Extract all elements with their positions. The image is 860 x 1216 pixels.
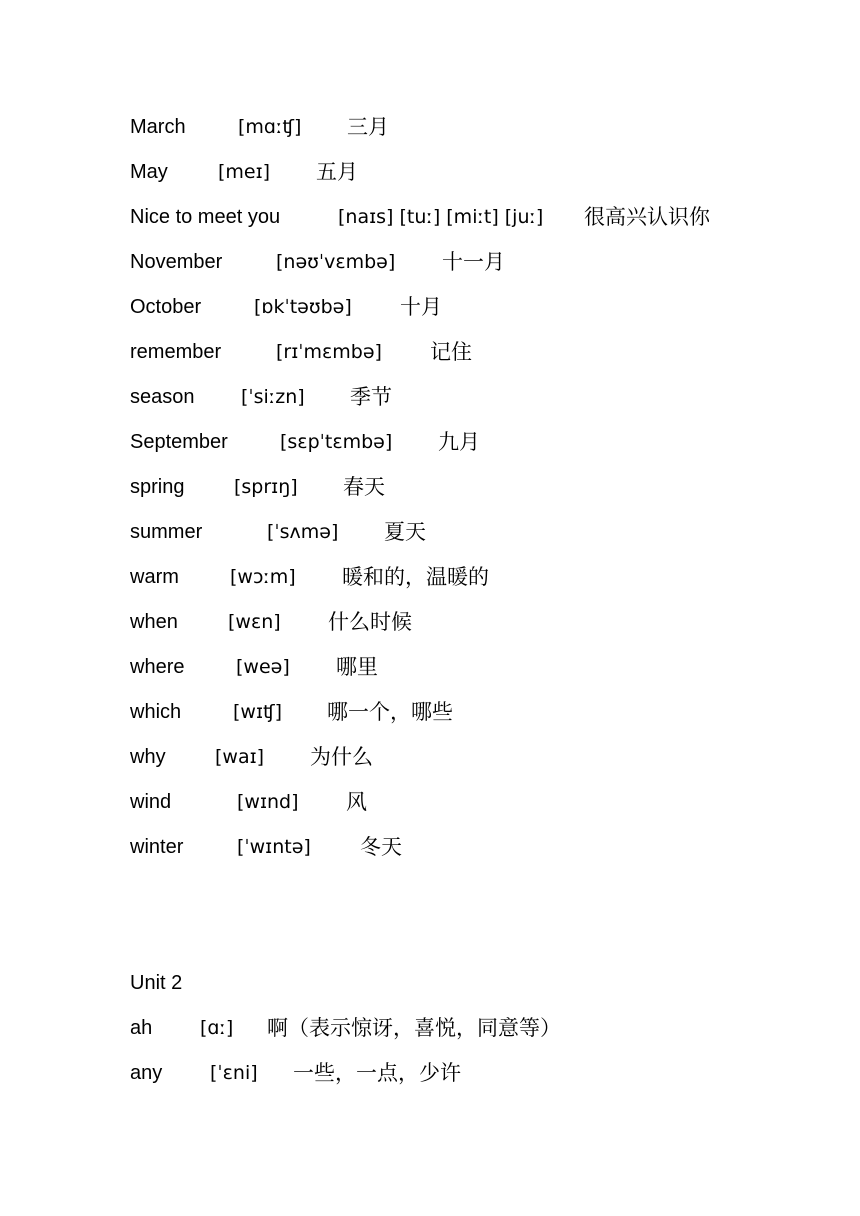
vocab-entry	[130, 157, 358, 187]
entry-ipa: [nəʊˈvɛmbə]	[276, 251, 396, 273]
entry-word: ah	[130, 1017, 153, 1039]
entry-word: May	[130, 161, 168, 183]
vocab-entry	[130, 787, 367, 817]
entry-meaning: 一些，一点，少许	[293, 1061, 461, 1085]
entry-ipa: [rɪˈmɛmbə]	[276, 341, 382, 363]
entry-word: winter	[130, 836, 184, 858]
entry-meaning: 什么时候	[328, 610, 412, 634]
entry-ipa: [naɪs] [tuː] [miːt] [juː]	[338, 206, 544, 228]
entry-meaning: 三月	[347, 115, 389, 139]
entry-word: Nice to meet you	[130, 206, 281, 228]
vocab-entry	[130, 112, 389, 142]
entry-ipa: [sprɪŋ]	[234, 476, 298, 498]
vocab-entry	[130, 742, 373, 772]
entry-ipa: [wɛn]	[228, 611, 281, 633]
entry-word: warm	[130, 566, 179, 588]
entry-meaning: 九月	[438, 430, 480, 454]
entry-meaning: 哪一个，哪些	[327, 700, 453, 724]
entry-meaning: 啊（表示惊讶，喜悦，同意等）	[267, 1016, 561, 1040]
vocab-entry	[130, 652, 378, 682]
entry-ipa: [ɑː]	[200, 1017, 234, 1039]
entry-meaning: 很高兴认识你	[584, 205, 710, 229]
vocab-entry	[130, 202, 710, 232]
entry-word: summer	[130, 521, 203, 543]
entry-ipa: [ɒkˈtəʊbə]	[254, 296, 352, 318]
entry-meaning: 暖和的，温暖的	[342, 565, 489, 589]
entry-word: why	[130, 746, 166, 768]
entry-ipa: [ˈɛni]	[210, 1062, 258, 1084]
vocab-entry	[130, 832, 402, 862]
entry-ipa: [waɪ]	[215, 746, 265, 768]
entry-word: remember	[130, 341, 222, 363]
entry-meaning: 为什么	[310, 745, 373, 769]
entry-meaning: 季节	[350, 385, 392, 409]
entry-ipa: [meɪ]	[218, 161, 271, 183]
vocab-entry	[130, 517, 426, 547]
unit-heading: Unit 2	[130, 972, 183, 994]
vocab-entry	[130, 562, 489, 592]
entry-ipa: [ˈwɪntə]	[237, 836, 311, 858]
entry-word: any	[130, 1062, 163, 1084]
entry-meaning: 五月	[316, 160, 358, 184]
entry-word: September	[130, 431, 228, 453]
vocab-entry	[130, 337, 472, 367]
entry-ipa: [wɔːm]	[230, 566, 296, 588]
entry-meaning: 哪里	[336, 655, 378, 679]
vocab-entry	[130, 292, 442, 322]
entry-meaning: 夏天	[384, 520, 426, 544]
entry-meaning: 风	[346, 790, 367, 814]
entry-meaning: 冬天	[360, 835, 402, 859]
entry-word: November	[130, 251, 223, 273]
entry-meaning: 十一月	[442, 250, 505, 274]
entry-word: which	[130, 701, 182, 723]
entry-meaning: 十月	[400, 295, 442, 319]
entry-ipa: [weə]	[236, 656, 290, 678]
entry-word: where	[130, 656, 185, 678]
entry-ipa: [ˈsʌmə]	[267, 521, 339, 543]
entry-ipa: [wɪnd]	[237, 791, 299, 813]
vocab-entry	[130, 382, 392, 412]
vocab-entry	[130, 472, 385, 502]
entry-word: March	[130, 116, 186, 138]
vocab-entry	[130, 1013, 561, 1043]
entry-word: when	[130, 611, 178, 633]
entry-ipa: [wɪʧ]	[233, 701, 283, 723]
entry-meaning: 春天	[343, 475, 385, 499]
entry-word: wind	[130, 791, 172, 813]
vocab-entry	[130, 247, 505, 277]
vocab-entry	[130, 607, 412, 637]
entry-word: spring	[130, 476, 185, 498]
entry-word: season	[130, 386, 195, 408]
entry-ipa: [sɛpˈtɛmbə]	[280, 431, 393, 453]
vocab-entry	[130, 427, 480, 457]
vocab-entry	[130, 1058, 461, 1088]
entry-word: October	[130, 296, 202, 318]
entry-meaning: 记住	[430, 340, 472, 364]
entry-ipa: [mɑːʧ]	[238, 116, 302, 138]
entry-ipa: [ˈsiːzn]	[241, 386, 305, 408]
vocab-entry	[130, 697, 453, 727]
